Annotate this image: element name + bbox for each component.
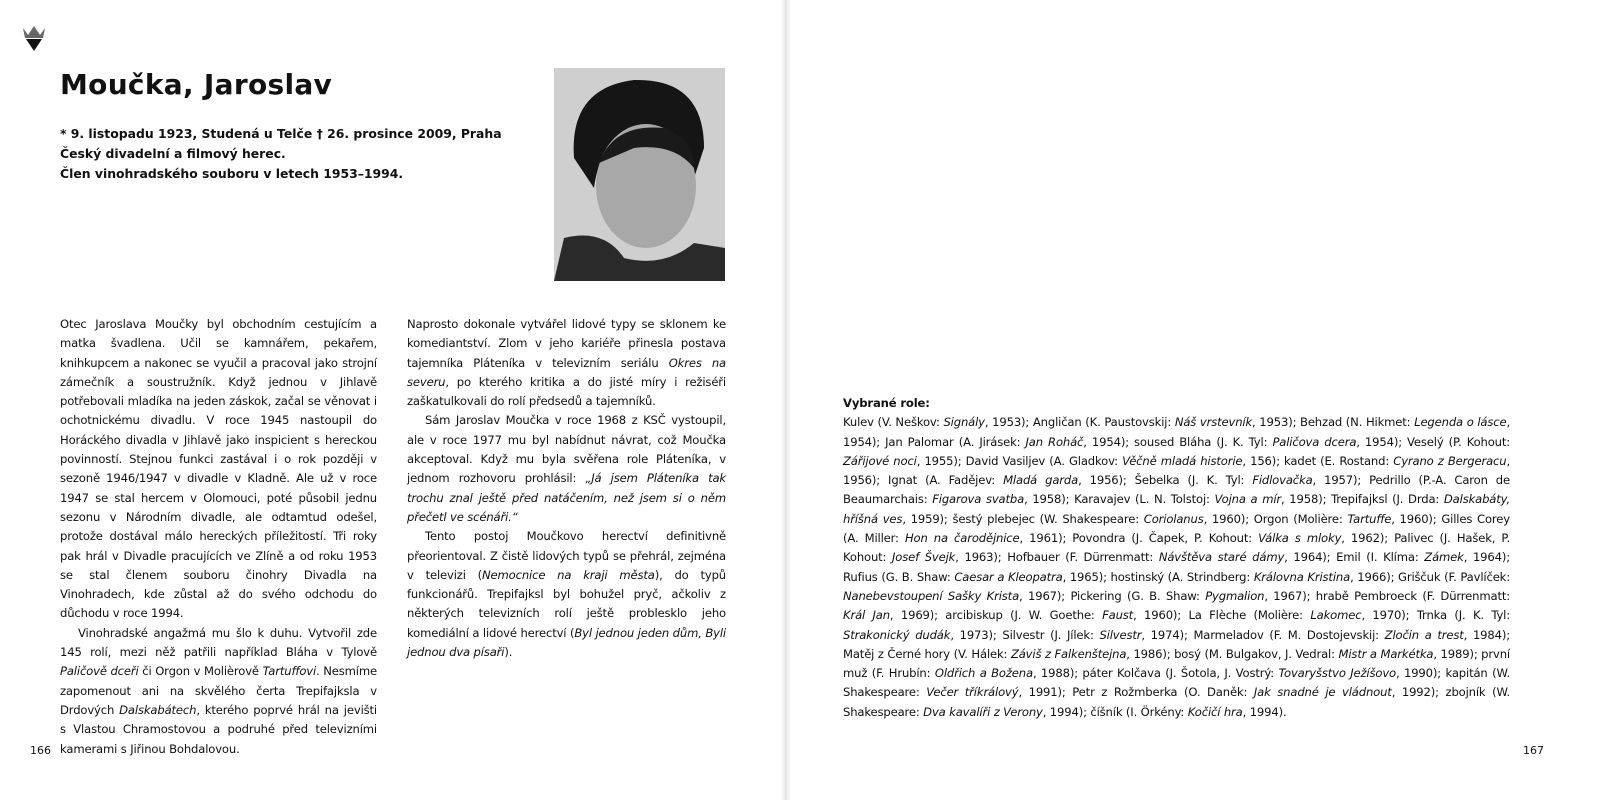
- text-segment: , 1958); Trepifajksl (J. Drda:: [1281, 492, 1444, 507]
- work-title: Vojna a mír: [1214, 492, 1282, 507]
- work-title: Tovaryšstvo Ježíšovo: [1278, 666, 1396, 681]
- paragraph: [407, 315, 726, 411]
- text-segment: ).: [504, 645, 513, 660]
- work-title: Byl jednou jeden dům, Byli jednou dva písaři: [407, 625, 726, 660]
- text-segment: , 1990); kapitán (W. Shakespeare:: [843, 666, 1510, 700]
- roles-list: [843, 413, 1510, 722]
- text-segment: Tento postoj Moučkovo herectví definitivně přeorientoval. Z čistě lidových typů se přehrál, zejména v televizi (: [407, 529, 726, 582]
- page-number: 166: [30, 744, 51, 757]
- paragraph: [407, 411, 726, 527]
- work-title: Záviš z Falkenštejna: [1010, 646, 1127, 661]
- crown-logo-icon: [21, 24, 47, 52]
- text-segment: , 1991); Petr z Rožmberka (O. Daněk:: [1018, 685, 1254, 700]
- text-segment: . Nesmíme zapomenout ani na skvělého čerta Trepifajksla v Drdových: [60, 664, 378, 717]
- work-title: Dva kavalíři z Verony: [923, 704, 1043, 719]
- paragraph: [60, 624, 377, 759]
- work-title: Signály: [943, 415, 985, 430]
- work-title: Jan Roháč: [1025, 434, 1084, 449]
- text-segment: či Orgon v Molièrově: [138, 664, 263, 679]
- work-title: Oldřich a Božena: [934, 666, 1033, 681]
- bio-dates: * 9. listopadu 1923, Studená u Telče † 26. prosince 2009, Praha: [60, 126, 502, 141]
- text-column-right: [407, 315, 726, 662]
- text-segment: , 1960); Orgon (Molière:: [1203, 511, 1348, 526]
- bio-summary: [60, 124, 502, 184]
- paragraph: [60, 315, 377, 624]
- paragraph: [407, 527, 726, 662]
- text-segment: , 1954); soused Bláha (J. K. Tyl:: [1083, 434, 1273, 449]
- work-title: Nemocnice na kraji města: [482, 567, 655, 582]
- text-segment: , 1969); arcibiskup (J. W. Goethe:: [889, 608, 1103, 623]
- text-segment: Otec Jaroslava Moučky byl obchodním cestujícím a matka švadlena. Učil se kamnářem, pekařem, knihkupcem a nakonec se vyučil a pracoval jako strojní zámečník a soustružník. Když jednou v Jihlavě potřebovali mladíka na jeden záskok, začal se věnovat i ochotnickému divadlu. V roce 1945 nastoupil do Horáckého divadla v Jihlavě jako inspicient s hereckou povinností. Stejnou funkci zastával i o rok později v sezoně 1946/1947 v divadle v Kladně. Ale už v roce 1947 se stal hercem v Olomouci, poté působil jednu sezonu v Národním divadle, ale odtamtud odešel, protože dostával málo hereckých příležitostí. Tři roky pak hrál v Divadle pracujících ve Zlíně a od roku 1953 se stal členem souboru činohry Divadla na Vinohradech, kde zůstal až do svého odchodu do důchodu v roce 1994.: [60, 317, 377, 621]
- work-title: Silvestr: [1099, 627, 1142, 642]
- text-segment: , 1955); David Vasiljev (A. Gladkov:: [916, 453, 1123, 468]
- text-segment: , 1953); Behzad (N. Hikmet:: [1252, 415, 1415, 430]
- work-title: Cyrano z Bergeracu: [1393, 453, 1507, 468]
- work-title: Věčně mladá historie: [1122, 453, 1243, 468]
- text-segment: , 1958); Karavajev (L. N. Tolstoj:: [1024, 492, 1215, 507]
- text-segment: , 1956); Šebelka (J. K. Tyl:: [1078, 473, 1253, 488]
- work-title: Fidlovačka: [1252, 473, 1313, 488]
- text-segment: , 1959); šestý plebejec (W. Shakespeare:: [902, 511, 1144, 526]
- text-segment: , 1994).: [1242, 704, 1287, 719]
- work-title: Paličově dceři: [60, 664, 139, 679]
- work-title: Mladá garda: [1003, 473, 1079, 488]
- text-segment: , 1953); Angličan (K. Paustovskij:: [984, 415, 1175, 430]
- work-title: Jak snadné je vládnout: [1253, 685, 1392, 700]
- portrait-photo: [554, 68, 725, 281]
- text-segment: , 1970); Trnka (J. K. Tyl:: [1361, 608, 1511, 623]
- text-segment: , 1957); Pedrillo (P.-A. Caron de Beaumarchais:: [843, 473, 1510, 507]
- work-title: „Já jsem Pláteníka tak trochu znal ještě před natáčením, než jsem si o něm přečetl ve scénáři.“: [407, 471, 726, 524]
- selected-roles: [843, 394, 1510, 722]
- text-segment: , 1963); Hofbauer (F. Dürrenmatt:: [955, 550, 1159, 565]
- work-title: Zločin a trest: [1384, 627, 1464, 642]
- text-segment: , 1994); číšník (I. Örkény:: [1042, 704, 1188, 719]
- work-title: Lakomec: [1310, 608, 1362, 623]
- work-title: Pygmalion: [1205, 588, 1265, 603]
- work-title: Tartuffovi: [262, 664, 317, 679]
- text-segment: , 1988); páter Kolčava (J. Šotola, J. Vostrý:: [1032, 666, 1279, 681]
- work-title: Dalskabáty, hříšná ves: [843, 492, 1511, 526]
- text-segment: , 1986); bosý (M. Bulgakov, J. Vedral:: [1126, 646, 1339, 661]
- work-title: Náš vrstevník: [1174, 415, 1253, 430]
- text-segment: Vinohradské angažmá mu šlo k duhu. Vytvořil zde 145 rolí, mezi něž patřili například Bláha v Tylově: [60, 625, 377, 660]
- work-title: Coriolanus: [1143, 511, 1204, 526]
- work-title: Strakonický dudák: [843, 627, 951, 642]
- text-segment: , 1964); Rufius (G. B. Shaw:: [843, 550, 1510, 584]
- work-title: Válka s mloky: [1258, 531, 1342, 546]
- roles-heading: Vybrané role:: [843, 396, 930, 410]
- work-title: Hon na čarodějnice: [904, 531, 1020, 546]
- text-segment: , 1964); Emil (I. Klíma:: [1284, 550, 1425, 565]
- work-title: Večer tříkrálový: [926, 685, 1019, 700]
- work-title: Zářijové noci: [843, 453, 917, 468]
- work-title: Mistr a Markétka: [1338, 646, 1434, 661]
- text-segment: Sám Jaroslav Moučka v roce 1968 z KSČ vystoupil, ale v roce 1977 mu byl nabídnut návrat, což Moučka akceptoval. Když mu byla svěřena role Pláteníka, v jednom rozhovoru prohlásil:: [407, 413, 726, 486]
- work-title: Dalskabátech: [119, 702, 197, 717]
- page-title: Moučka, Jaroslav: [60, 68, 333, 101]
- work-title: Okres na severu: [407, 355, 727, 389]
- text-segment: , 156); kadet (E. Rostand:: [1242, 453, 1394, 468]
- text-segment: , 1960); La Flèche (Molière:: [1133, 608, 1311, 623]
- text-segment: , 1984); Matěj z Černé hory (V. Hálek:: [843, 627, 1510, 661]
- text-column-left: [60, 315, 377, 759]
- work-title: Faust: [1102, 608, 1134, 623]
- work-title: Nanebevstoupení Sašky Krista: [843, 588, 1020, 603]
- text-segment: , kterého poprvé hrál na jevišti s Vlastou Chramostovou a podruhé před televizními kamerami s Jiřinou Bohdalovou.: [60, 702, 377, 756]
- text-segment: , 1989); první muž (F. Hrubín:: [843, 646, 1510, 681]
- text-segment: ), do typů funkcionářů. Trepifajksl byl bohužel pryč, ačkoliv z některých televizních rolí ještě problesklo jeho komediální a lidové herectví (: [407, 567, 726, 640]
- text-segment: , po kterého kritika a do jisté míry i režiséři zaškatulkovali do rolí předsedů a tajemníků.: [407, 374, 726, 409]
- work-title: Caesar a Kleopatra: [954, 569, 1063, 584]
- text-segment: , 1973); Silvestr (J. Jílek:: [950, 627, 1100, 642]
- text-segment: , 1954); Jan Palomar (A. Jirásek:: [843, 415, 1511, 449]
- text-segment: , 1974); Marmeladov (F. M. Dostojevskij:: [1141, 627, 1385, 642]
- work-title: Král Jan: [843, 608, 890, 623]
- bio-membership: Člen vinohradského souboru v letech 1953–1994.: [60, 166, 404, 181]
- page-number: 167: [1523, 744, 1544, 757]
- text-segment: , 1960); Gilles Corey (A. Miller:: [843, 511, 1510, 546]
- text-segment: , 1967); Pickering (G. B. Shaw:: [1019, 588, 1206, 603]
- text-segment: Naprosto dokonale vytvářel lidové typy se sklonem ke komediantství. Zlom v jeho kariéře přinesla postava tajemníka Pláteníka v televizním seriálu: [407, 317, 726, 370]
- text-segment: , 1966); Griščuk (F. Pavlíček:: [1350, 569, 1511, 584]
- text-segment: , 1965); hostinský (A. Strindberg:: [1062, 569, 1254, 584]
- bio-profession: Český divadelní a filmový herec.: [60, 146, 286, 161]
- left-page: [0, 0, 783, 800]
- text-segment: Kulev (V. Neškov:: [843, 415, 944, 430]
- text-segment: , 1992); zbojník (W. Shakespeare:: [843, 685, 1511, 719]
- work-title: Paličova dcera: [1272, 434, 1357, 449]
- work-title: Tartuffe: [1347, 511, 1392, 526]
- text-segment: , 1954); Veselý (P. Kohout:: [1356, 434, 1511, 449]
- text-segment: , 1956); Ignat (A. Fadějev:: [843, 453, 1511, 488]
- work-title: Legenda o lásce: [1414, 415, 1507, 430]
- work-title: Královna Kristina: [1253, 569, 1351, 584]
- work-title: Návštěva staré dámy: [1158, 550, 1285, 565]
- work-title: Josef Švejk: [892, 550, 956, 565]
- work-title: Figarova svatba: [932, 492, 1025, 507]
- work-title: Kočičí hra: [1187, 704, 1243, 719]
- text-segment: , 1967); hrabě Pembroeck (F. Dürrenmatt:: [1264, 588, 1510, 603]
- text-segment: , 1961); Povondra (J. Čapek, P. Kohout:: [1019, 531, 1259, 546]
- text-segment: , 1962); Palivec (J. Hašek, P. Kohout:: [843, 531, 1510, 565]
- work-title: Zámek: [1424, 550, 1464, 565]
